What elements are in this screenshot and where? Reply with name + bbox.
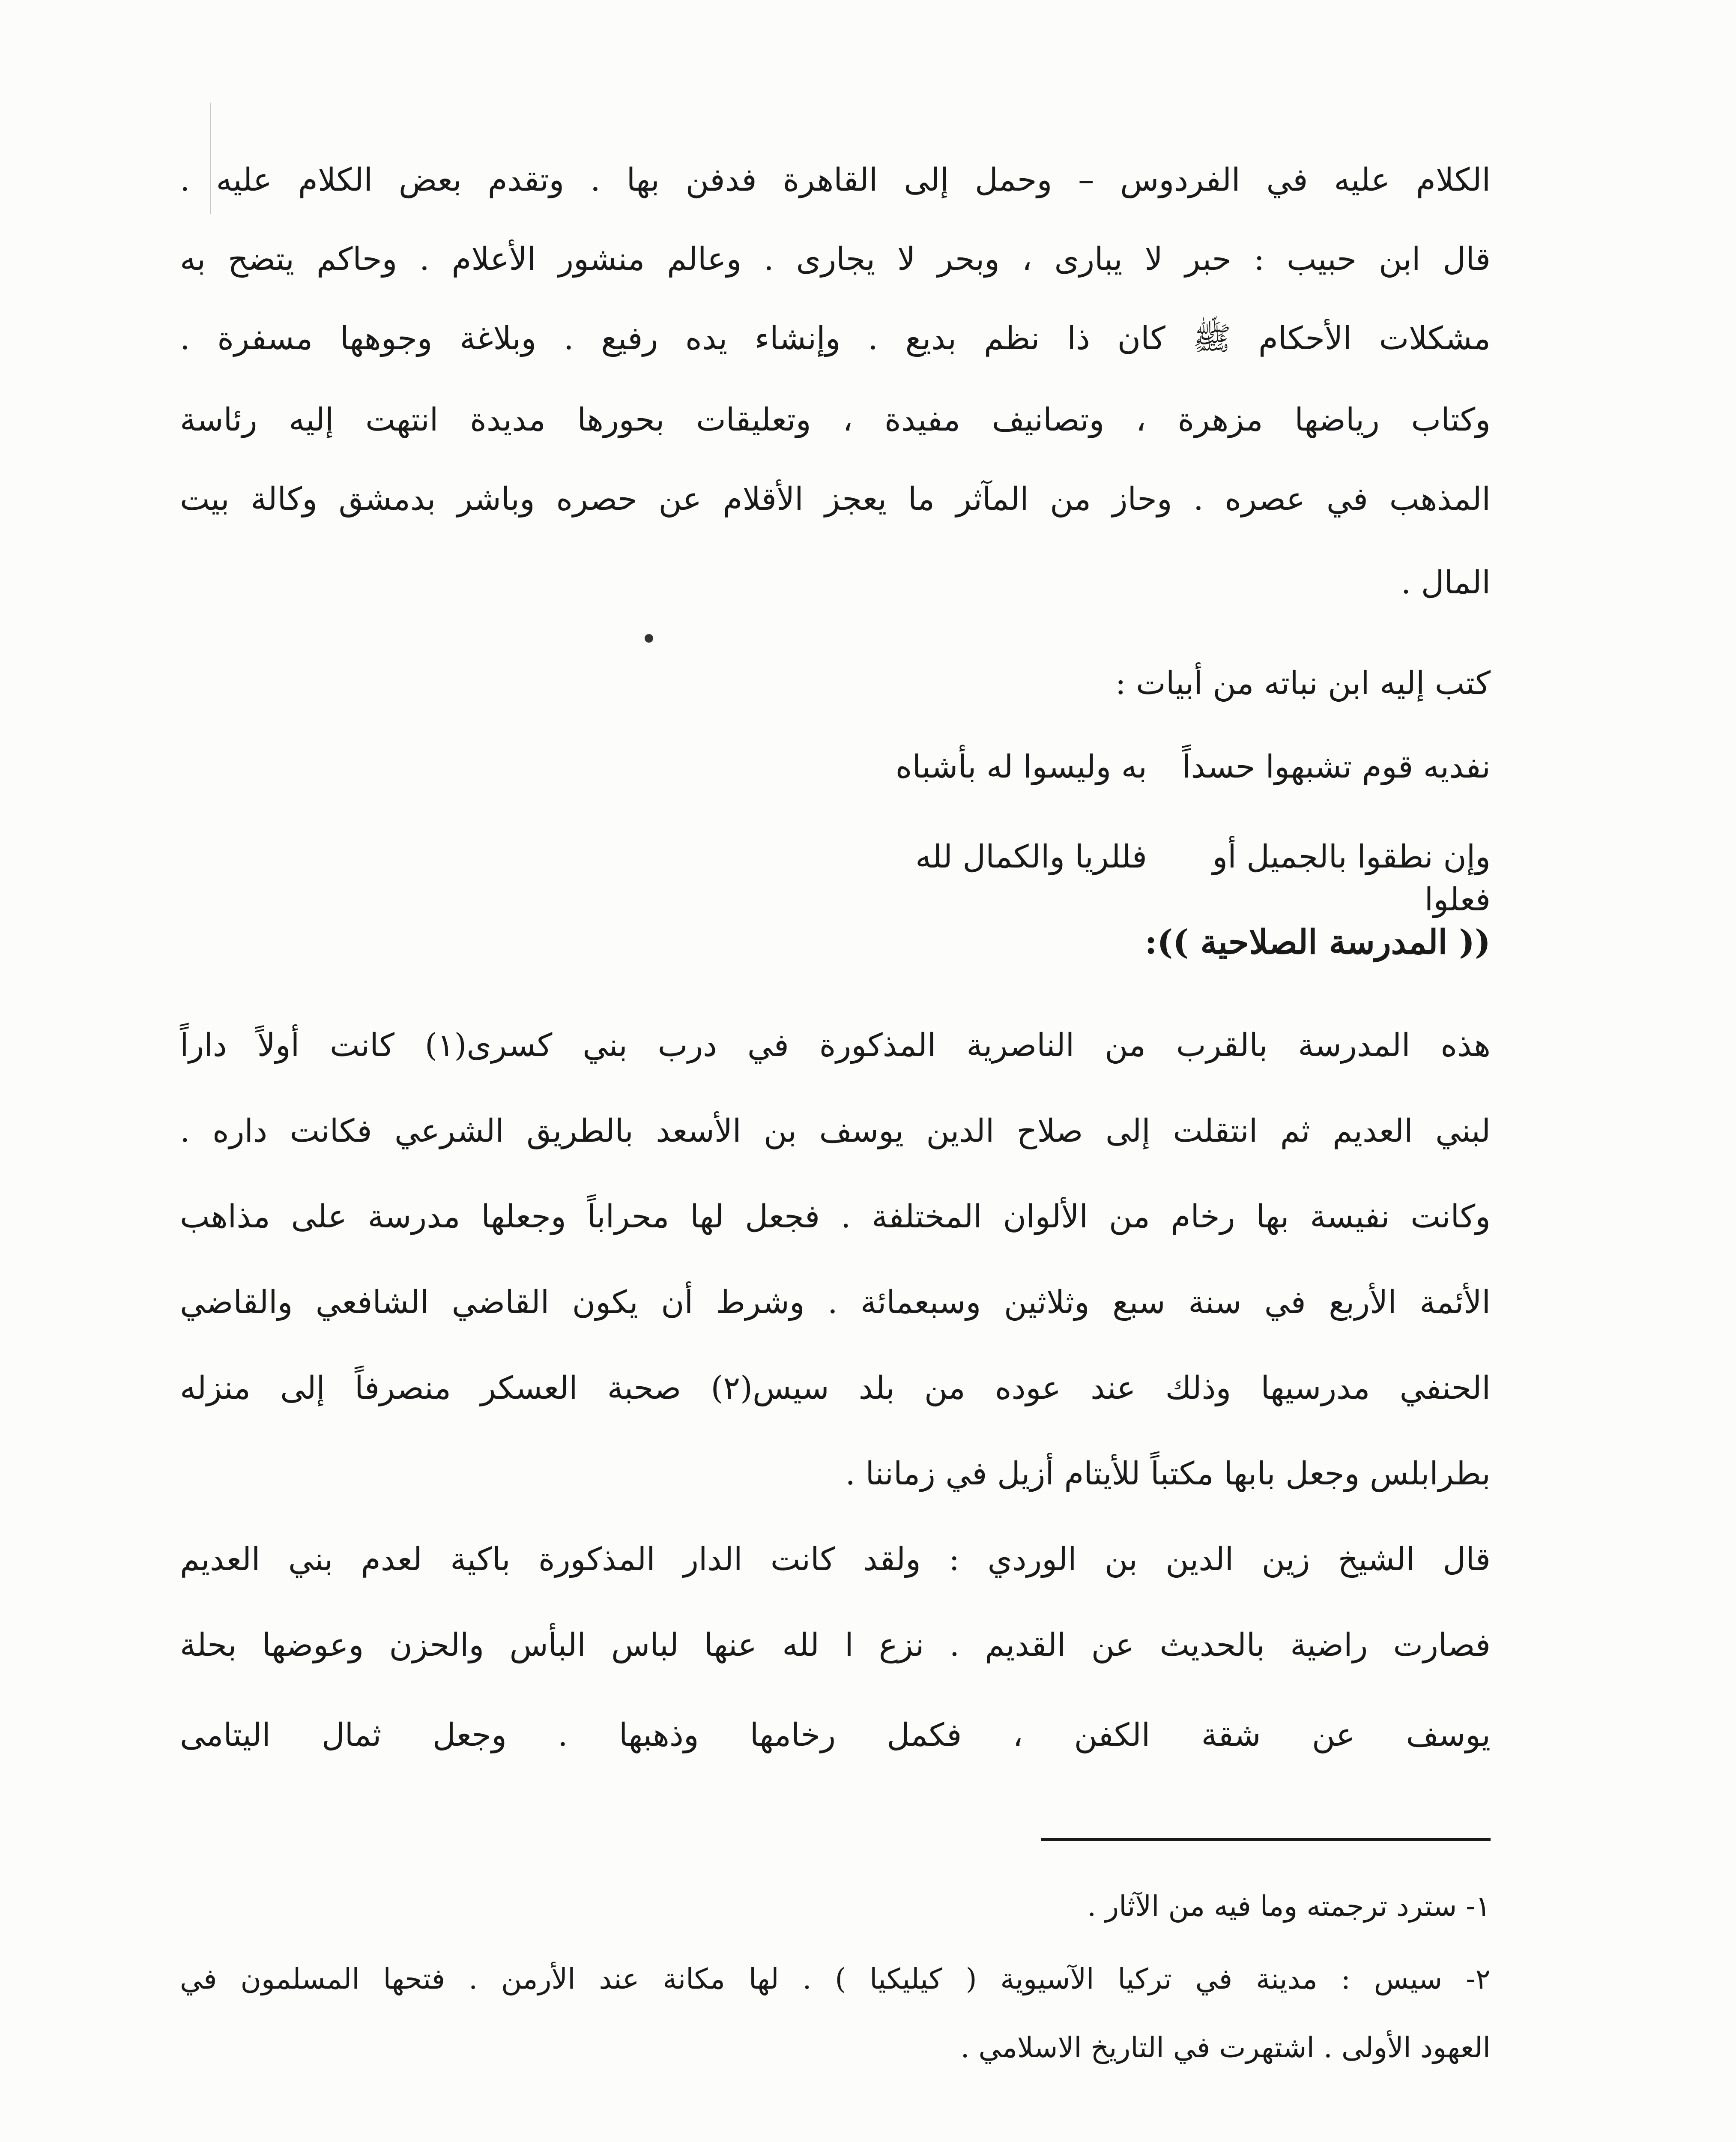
paragraph1-line-6: المال . [1401,564,1491,601]
footnote-separator [1041,1838,1491,1841]
verse-1-first-hemistich: نفديه قوم تشبهوا حسداً [1182,748,1491,785]
paragraph2-line-5: الحنفي مدرسيها وذلك عند عوده من بلد سيس(٢) صحبة العسكر منصرفاً إلى منزله [180,1370,1491,1406]
footnote-2-line-1: ٢- سيس : مدينة في تركيا الآسيوية ( كيليكيا ) . لها مكانة عند الأرمن . فتحها المسلمون في [180,1963,1491,1995]
verse-1-second-hemistich: به وليسوا له بأشباه [895,748,1147,785]
paragraph1-line-4: وكتاب رياضها مزهرة ، وتصانيف مفيدة ، وتعليقات بحورها مديدة انتهت إليه رئاسة [180,401,1491,438]
poem-intro: كتب إليه ابن نباته من أبيات : [1115,665,1491,702]
paragraph1-line-5: المذهب في عصره . وحاز من المآثر ما يعجز الأقلام عن حصره وباشر بدمشق وكالة بيت [180,481,1491,518]
paragraph1-line-1: الكلام عليه في الفردوس – وحمل إلى القاهرة فدفن بها . وتقدم بعض الكلام عليه . [180,162,1491,198]
verse-2-second-hemistich: فللريا والكمال لله [915,838,1147,875]
footnote-2-line-2: العهود الأولى . اشتهرت في التاريخ الاسلامي . [960,2031,1491,2064]
footnote-1: ١- سترد ترجمته وما فيه من الآثار . [1087,1890,1491,1923]
paragraph2-line-3: وكانت نفيسة بها رخام من الألوان المختلفة . فجعل لها محراباً وجعلها مدرسة على مذاهب [180,1198,1491,1235]
paragraph3-line-3: يوسف عن شقة الكفن ، فكمل رخامها وذهبها . وجعل ثمال اليتامى [180,1717,1491,1753]
verse-2-first-hemistich: وإن نطقوا بالجميل أو فعلوا [1212,838,1491,918]
paragraph2-line-4: الأئمة الأربع في سنة سبع وثلاثين وسبعمائة . وشرط أن يكون القاضي الشافعي والقاضي [180,1284,1491,1321]
paragraph3-line-2: فصارت راضية بالحديث عن القديم . نزع ا لله عنها لباس البأس والحزن وعوضها بحلة [180,1627,1491,1663]
paragraph3-line-1: قال الشيخ زين الدين بن الوردي : ولقد كانت الدار المذكورة باكية لعدم بني العديم [180,1541,1491,1578]
paragraph1-line-2: قال ابن حبيب : حبر لا يبارى ، وبحر لا يجارى . وعالم منشور الأعلام . وحاكم يتضح به [180,241,1491,278]
paragraph2-line-1: هذه المدرسة بالقرب من الناصرية المذكورة في درب بني كسرى(١) كانت أولاً داراً [180,1027,1491,1064]
section-heading: (( المدرسة الصلاحية )): [1144,923,1491,962]
paragraph2-line-2: لبني العديم ثم انتقلت إلى صلاح الدين يوسف بن الأسعد بالطريق الشرعي فكانت داره . [180,1113,1491,1149]
paragraph2-line-6: بطرابلس وجعل بابها مكتباً للأيتام أزيل في زماننا . [845,1455,1491,1492]
paragraph1-line-3: مشكلات الأحكام ﷺ كان ذا نظم بديع . وإنشاء يده رفيع . وبلاغة وجوهها مسفرة . [180,320,1491,357]
ink-speck [645,634,653,643]
